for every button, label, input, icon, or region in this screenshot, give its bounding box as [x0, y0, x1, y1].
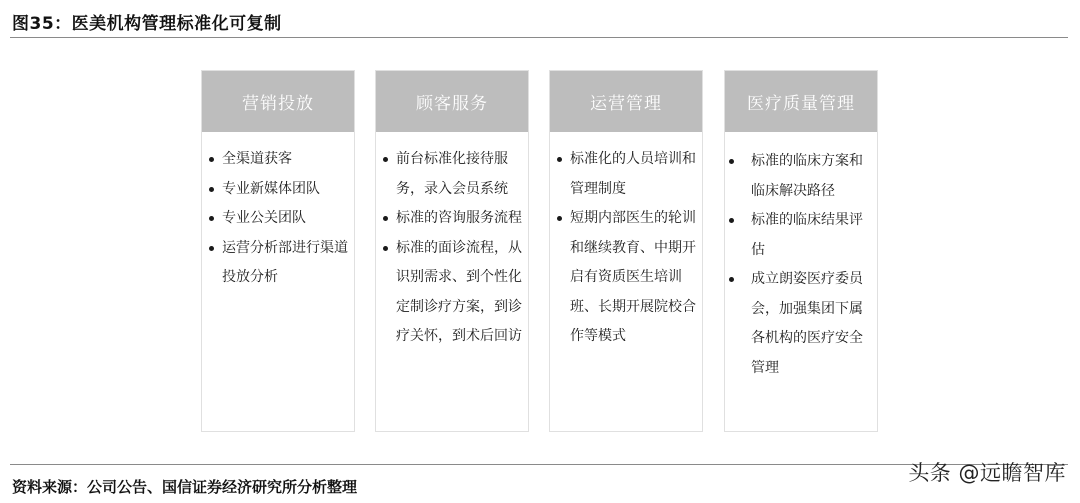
- card-operations: [549, 70, 703, 432]
- card-items: [202, 132, 354, 293]
- list-item: 专业公关团队: [222, 204, 348, 234]
- watermark: 头条 @远瞻智库: [908, 461, 1066, 485]
- list-item: 标准化的人员培训和管理制度: [570, 145, 696, 204]
- list-item: 标准的临床方案和临床解决路径: [751, 147, 871, 206]
- card-customer-service: [375, 70, 529, 432]
- list-item: 标准的临床结果评估: [751, 206, 871, 265]
- card-medical-quality: [724, 70, 878, 432]
- list-item: 专业新媒体团队: [222, 175, 348, 205]
- figure-title: 图35：医美机构管理标准化可复制: [12, 14, 282, 34]
- card-title: 医疗质量管理: [725, 71, 877, 132]
- list-item: 标准的面诊流程，从识别需求、到个性化定制诊疗方案，到诊疗关怀，到术后回访: [396, 234, 522, 352]
- card-marketing: [201, 70, 355, 432]
- card-title: 运营管理: [550, 71, 702, 132]
- list-item: 短期内部医生的轮训和继续教育、中期开启有资质医生培训班、长期开展院校合作等模式: [570, 204, 696, 352]
- list-item: 运营分析部进行渠道投放分析: [222, 234, 348, 293]
- list-item: 全渠道获客: [222, 145, 348, 175]
- list-item: 前台标准化接待服务，录入会员系统: [396, 145, 522, 204]
- card-items: [725, 132, 877, 383]
- card-items: [550, 132, 702, 352]
- list-item: 标准的咨询服务流程: [396, 204, 522, 234]
- source-note: 资料来源：公司公告、国信证券经济研究所分析整理: [12, 478, 358, 496]
- card-title: 营销投放: [202, 71, 354, 132]
- list-item: 成立朗姿医疗委员会，加强集团下属各机构的医疗安全管理: [751, 265, 871, 383]
- card-title: 顾客服务: [376, 71, 528, 132]
- card-items: [376, 132, 528, 352]
- top-divider: [10, 37, 1068, 38]
